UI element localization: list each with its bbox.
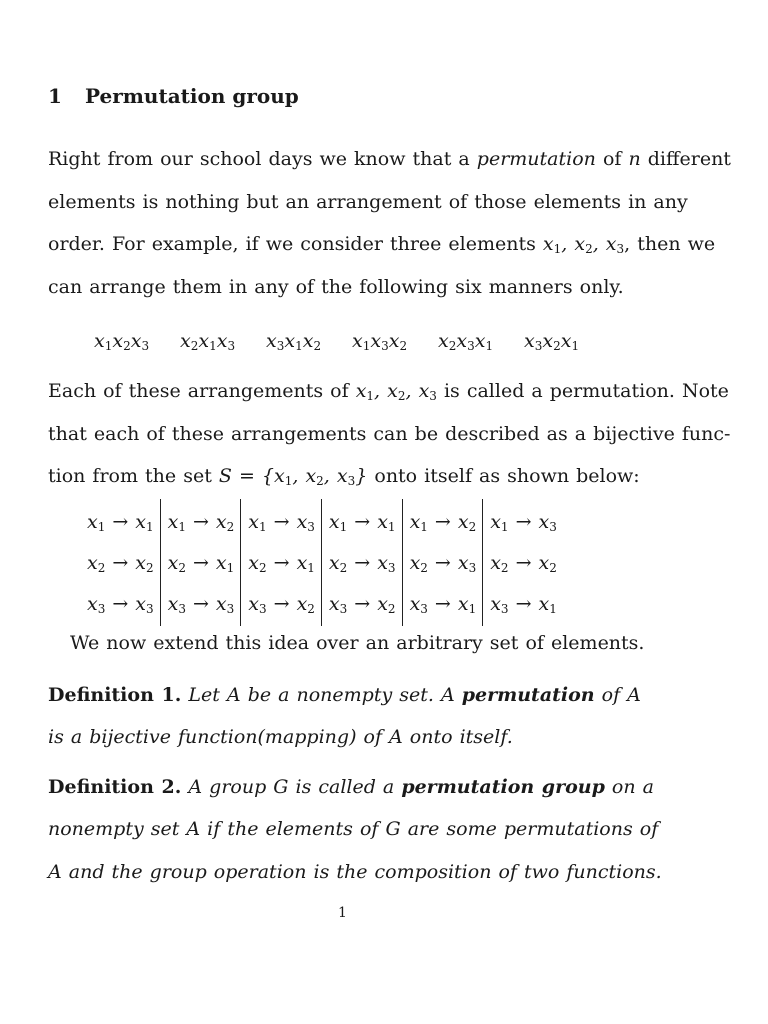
mapping-cell: $x_3 \to x_3$ — [160, 584, 241, 626]
definition-2-line3: A and the group operation is the composition of two functions. — [48, 861, 662, 883]
mapping-cell: $x_3 \to x_1$ — [483, 584, 563, 626]
para1-line2: elements is nothing but an arrangement of those elements in any — [48, 191, 688, 213]
para2-line3: tion from the set $S = \{x_1$, $x_2$, $x_3$} onto itself as shown below: — [48, 465, 640, 488]
para2-line1: Each of these arrangements of $x_1$, $x_2$, $x_3$ is called a permutation. Note — [48, 380, 729, 403]
mapping-cell: $x_1 \to x_3$ — [241, 499, 322, 543]
definition-1-line1: Definition 1. Let A be a nonempty set. A permutation of A — [48, 684, 641, 706]
mapping-cell: $x_3 \to x_2$ — [321, 584, 402, 626]
mapping-cell: $x_2 \to x_2$ — [87, 552, 154, 575]
arrangement: $x_3x_2x_1$ — [524, 330, 580, 353]
para2-line2: that each of these arrangements can be described as a bijective func- — [48, 423, 731, 445]
mapping-cell: $x_1 \to x_3$ — [483, 499, 563, 543]
mapping-cell: $x_3 \to x_3$ — [87, 593, 154, 616]
mapping-cell: $x_2 \to x_1$ — [160, 543, 241, 584]
para1-line1: Right from our school days we know that a permutation of n different — [48, 148, 731, 170]
definition-2-line1: Definition 2. A group G is called a permutation group on a — [48, 776, 654, 798]
mapping-cell: $x_1 \to x_1$ — [321, 499, 402, 543]
mapping-cell: $x_3 \to x_2$ — [241, 584, 322, 626]
mapping-cell: $x_2 \to x_3$ — [402, 543, 483, 584]
arrangement: $x_1x_2x_3$ — [94, 330, 150, 353]
definition-1-term: permutation — [461, 684, 595, 706]
mapping-cell: $x_1 \to x_1$ — [87, 511, 154, 534]
definition-2-label: Definition 2. — [48, 776, 182, 798]
definition-2-term: permutation group — [401, 776, 605, 798]
mapping-cell: $x_1 \to x_2$ — [402, 499, 483, 543]
arrangements-row — [94, 330, 610, 353]
math-elements: $x_1$, $x_2$, $x_3$ — [355, 380, 437, 403]
arrangement: $x_2x_3x_1$ — [438, 330, 494, 353]
para1-line4: can arrange them in any of the following six manners only. — [48, 276, 624, 298]
mapping-cell: $x_2 \to x_2$ — [483, 543, 563, 584]
definition-1-line2: is a bijective function(mapping) of A onto itself. — [48, 726, 513, 748]
para1-line3: order. For example, if we consider three elements $x_1$, $x_2$, $x_3$, then we — [48, 233, 716, 256]
mapping-cell: $x_2 \to x_3$ — [321, 543, 402, 584]
definition-1-label: Definition 1. — [48, 684, 182, 706]
math-elements: $x_1$, $x_2$, $x_3$ — [542, 233, 625, 256]
mapping-cell: $x_1 \to x_2$ — [160, 499, 241, 543]
mapping-row — [80, 584, 563, 626]
mapping-row — [80, 499, 563, 543]
section-title: Permutation group — [85, 84, 299, 108]
definition-2-line2: nonempty set A if the elements of G are some permutations of — [48, 818, 659, 840]
mapping-cell: $x_3 \to x_1$ — [402, 584, 483, 626]
arrangement: $x_1x_3x_2$ — [352, 330, 408, 353]
mapping-row — [80, 543, 563, 584]
section-heading — [48, 84, 299, 108]
section-number: 1 — [48, 84, 62, 108]
page-number: 1 — [338, 905, 347, 921]
para3: We now extend this idea over an arbitrary set of elements. — [70, 632, 645, 654]
mapping-cell: $x_2 \to x_1$ — [241, 543, 322, 584]
term-permutation: permutation — [476, 148, 596, 170]
arrangement: $x_3x_1x_2$ — [266, 330, 322, 353]
arrangement: $x_2x_1x_3$ — [180, 330, 236, 353]
mapping-table — [80, 499, 563, 626]
math-set: $S = \{x_1$, $x_2$, $x_3$} — [218, 465, 368, 488]
